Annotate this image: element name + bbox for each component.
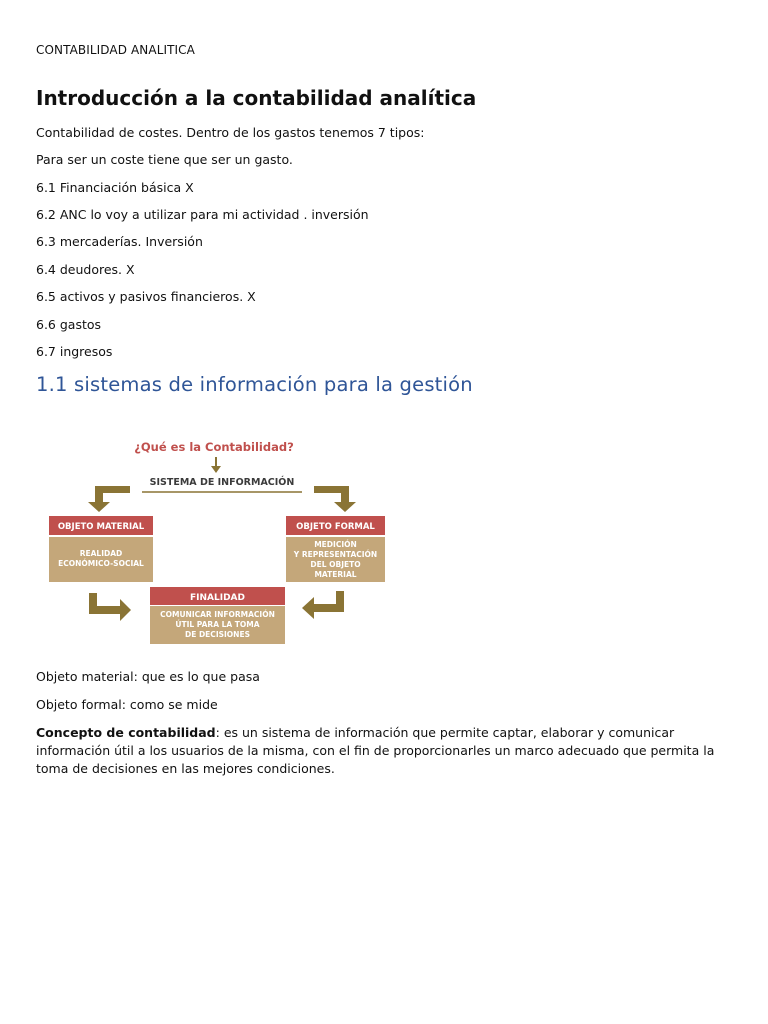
finalidad-box (150, 587, 285, 644)
list-item: 6.1 Financiación básica X (36, 180, 194, 195)
arrow-down-icon (211, 457, 221, 473)
arrow-down-left-icon (88, 486, 130, 512)
intro-line: Contabilidad de costes. Dentro de los gastos tenemos 7 tipos: (36, 125, 425, 140)
arrow-left-icon (302, 591, 344, 619)
definition-text: : es un sistema de información que permite captar, elaborar y comunicar información útil a los usuarios de la misma, con el fin de proporcionarles un marco adecuado que permita la toma de decisiones en las mejores condiciones. (36, 725, 715, 776)
intro-line: Para ser un coste tiene que ser un gasto. (36, 152, 293, 167)
after-diagram-line: Objeto material: que es lo que pasa (36, 669, 260, 684)
arrow-right-icon (89, 593, 131, 621)
finalidad-body-line: COMUNICAR INFORMACIÓN (160, 610, 275, 619)
document-header: CONTABILIDAD ANALITICA (36, 43, 195, 57)
objeto-material-box (49, 516, 153, 582)
after-diagram-line: Objeto formal: como se mide (36, 697, 218, 712)
finalidad-title: FINALIDAD (190, 593, 245, 603)
objeto-formal-box (286, 516, 385, 582)
objeto-formal-body-line: DEL OBJETO (310, 560, 361, 569)
definition-term: Concepto de contabilidad (36, 725, 216, 740)
objeto-material-body-line: REALIDAD (79, 549, 123, 558)
list-item: 6.7 ingresos (36, 344, 113, 359)
objeto-formal-title: OBJETO FORMAL (296, 522, 375, 532)
list-item: 6.2 ANC lo voy a utilizar para mi actividad . inversión (36, 207, 369, 222)
objeto-material-body-line: ECONÓMICO-SOCIAL (58, 559, 144, 568)
definition-paragraph (36, 724, 736, 778)
section-heading: 1.1 sistemas de información para la gestión (36, 373, 473, 396)
diagram-system-label: SISTEMA DE INFORMACIÓN (149, 477, 295, 488)
objeto-material-title: OBJETO MATERIAL (57, 522, 145, 532)
list-item: 6.3 mercaderías. Inversión (36, 234, 203, 249)
arrow-down-right-icon (314, 486, 356, 512)
list-item: 6.4 deudores. X (36, 262, 135, 277)
objeto-formal-body-line: Y REPRESENTACIÓN (293, 550, 378, 559)
objeto-formal-body-line: MATERIAL (314, 570, 357, 579)
list-item: 6.5 activos y pasivos financieros. X (36, 289, 256, 304)
list-item: 6.6 gastos (36, 317, 102, 332)
finalidad-body-line: DE DECISIONES (185, 630, 250, 639)
objeto-formal-body-line: MEDICIÓN (314, 540, 357, 549)
finalidad-body-line: ÚTIL PARA LA TOMA (175, 620, 260, 629)
accounting-diagram (46, 430, 396, 660)
diagram-question: ¿Qué es la Contabilidad? (134, 440, 294, 454)
page-title: Introducción a la contabilidad analítica (36, 86, 477, 110)
